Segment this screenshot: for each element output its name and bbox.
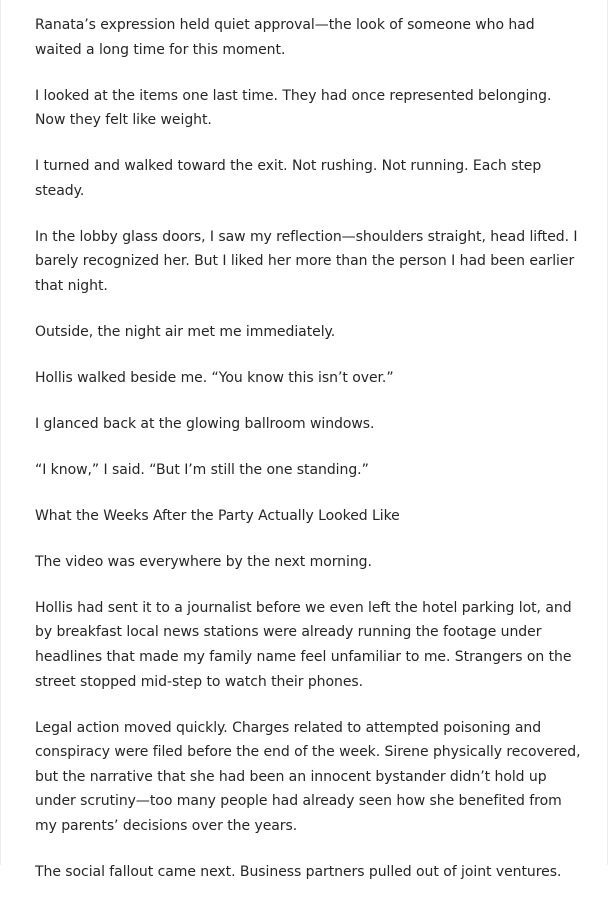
paragraph: Outside, the night air met me immediately. [35, 323, 336, 340]
paragraph: In the lobby glass doors, I saw my reflection—shoulders straight, head lifted. I barely recognized her. But I liked her more than the person I had been earlier that night. [35, 228, 578, 294]
paragraph: “I know,” I said. “But I’m still the one standing.” [35, 461, 369, 478]
section-heading: What the Weeks After the Party Actually Looked Like [35, 507, 400, 524]
paragraph: Ranata’s expression held quiet approval—the look of someone who had waited a long time for this moment. [35, 17, 535, 58]
paragraph: Hollis had sent it to a journalist before we even left the hotel parking lot, and by breakfast local news stations were already running the footage under headlines that made my family name feel unfamiliar to me. Strangers on the street stopped mid-step to watch their phones. [35, 599, 572, 690]
paragraph: The social fallout came next. Business partners pulled out of joint ventures. [35, 863, 562, 880]
paragraph: Legal action moved quickly. Charges related to attempted poisoning and conspiracy were filed before the end of the week. Sirene physically recovered, but the narrative that she had been an innocent bystander didn’t hold up under scrutiny—too many people had already seen how she benefited from my parents’ decisions over the years. [35, 719, 581, 834]
paragraph: Hollis walked beside me. “You know this isn’t over.” [35, 369, 394, 386]
paragraph: I glanced back at the glowing ballroom windows. [35, 415, 375, 432]
paragraph: I turned and walked toward the exit. Not rushing. Not running. Each step steady. [35, 158, 542, 199]
paragraph: The video was everywhere by the next morning. [35, 553, 372, 570]
article-body [35, 13, 583, 906]
paragraph: I looked at the items one last time. They had once represented belonging. Now they felt like weight. [35, 87, 552, 129]
